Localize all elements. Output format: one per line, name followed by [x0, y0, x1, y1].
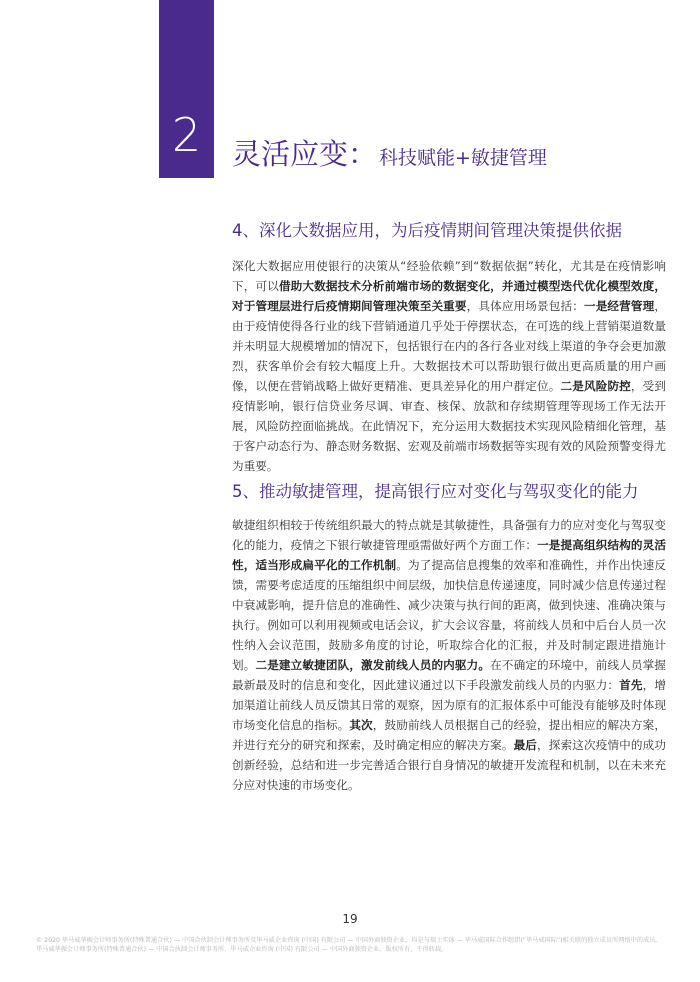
section-4-paragraph — [232, 256, 666, 476]
text-run: ，由于疫情使得各行业的线下营销通道几乎处于停摆状态，在可选的线上营销渠道数量并未明显大规模增加的情况下，包括银行在内的各行各业对线上渠道的争夺会更加激烈，获客单价会有较大幅度上升。大数据技术可以帮助银行做出更高质量的用户画像，以便在营销战略上做好更精准、更具差异化的用户群定位。 — [232, 299, 666, 393]
section-5-paragraph — [232, 515, 666, 795]
text-run: ，受到疫情影响，银行信贷业务尽调、审查、核保、放款和存续期管理等现场工作无法开展，风险防控面临挑战。在此情况下，充分运用大数据技术实现风险精细化管理，基于客户动态行为、静态财务数据、宏观及前端市场数据等实现有效的风险预警变得尤为重要。 — [232, 379, 666, 473]
text-run: 敏捷组织相较于传统组织最大的特点就是其敏捷性，具备强有力的应对变化与驾驭变化的能力，疫情之下银行敏捷管理亟需做好两个方面工作： — [232, 518, 666, 552]
bold-run: 首先 — [619, 678, 643, 692]
text-run: ，增加渠道让前线人员反馈其日常的观察，因为原有的汇报体系中可能没有能够及时体现市场变化信息的指标。 — [232, 678, 666, 732]
text-run: 在不确定的环境中，前线人员掌握最新最及时的信息和变化，因此建议通过以下手段激发前线人员的内驱力： — [232, 658, 666, 692]
bold-run: 其次 — [349, 718, 373, 732]
chapter-title-main: 灵活应变： — [232, 137, 378, 171]
copyright-footer: © 2020 毕马威华振会计师事务所(特殊普通合伙) — 中国合伙制会计师事务所及毕马威企业咨询 (中国) 有限公司 — 中国外商独资企业，均是与瑞士实体 — 毕马威国际合作组织(“毕马威国际”)相关联的独立成员所网络中的成员。毕马威华振会计师事务所(特殊普通合伙) — 中国合伙制会计师事务所，毕马威企业咨询 (中国) 有限公司 — 中国外商独资企业。版权所有，不得转载。 — [36, 937, 662, 953]
section-4-heading: 4、深化大数据应用，为后疫情期间管理决策提供依据 — [232, 221, 622, 240]
bold-run: 借助大数据技术分析前端市场的数据变化，并通过模型迭代优化模型效度，对于管理层进行后疫情期间管理决策至关重要 — [232, 279, 666, 313]
bold-run: 最后 — [513, 738, 538, 752]
section-5-heading: 5、推动敏捷管理，提高银行应对变化与驾驭变化的能力 — [232, 482, 639, 501]
bold-run: 二是建立敏捷团队，激发前线人员的内驱力。 — [255, 658, 491, 672]
text-run: 深化大数据应用使银行的决策从“经验依赖”到“数据依据”转化，尤其是在疫情影响下，可以 — [232, 259, 666, 293]
bold-run: 二是风险防控 — [560, 379, 631, 393]
bold-run: 一是提高组织结构的灵活性，适当形成扁平化的工作机制 — [232, 538, 666, 572]
chapter-number: 2 — [171, 108, 202, 162]
chapter-title-sub: 科技赋能+敏捷管理 — [379, 147, 547, 169]
chapter-title — [232, 132, 547, 173]
text-run: ，探索这次疫情中的成功创新经验，总结和进一步完善适合银行自身情况的敏捷开发流程和机制，以在未来充分应对快速的市场变化。 — [232, 738, 666, 792]
text-run: ，具体应用场景包括： — [466, 299, 584, 313]
text-run: ，鼓励前线人员根据自己的经验，提出相应的解决方案，并进行充分的研究和探索，及时确定相应的解决方案。 — [232, 718, 666, 752]
chapter-number-block — [159, 0, 214, 178]
text-run: 。为了提高信息搜集的效率和准确性，并作出快速反馈，需要考虑适度的压缩组织中间层级，加快信息传递速度，同时减少信息传递过程中衰减影响，提升信息的准确性、减少决策与执行间的距离，做到快速、准确决策与执行。例如可以利用视频或电话会议，扩大会议容量，将前线人员和中后台人员一次性纳入会议范围，鼓励多角度的讨论，听取综合化的汇报，并及时制定跟进措施计划。 — [232, 558, 666, 672]
page-number: 19 — [342, 912, 358, 926]
bold-run: 一是经营管理 — [583, 299, 655, 313]
